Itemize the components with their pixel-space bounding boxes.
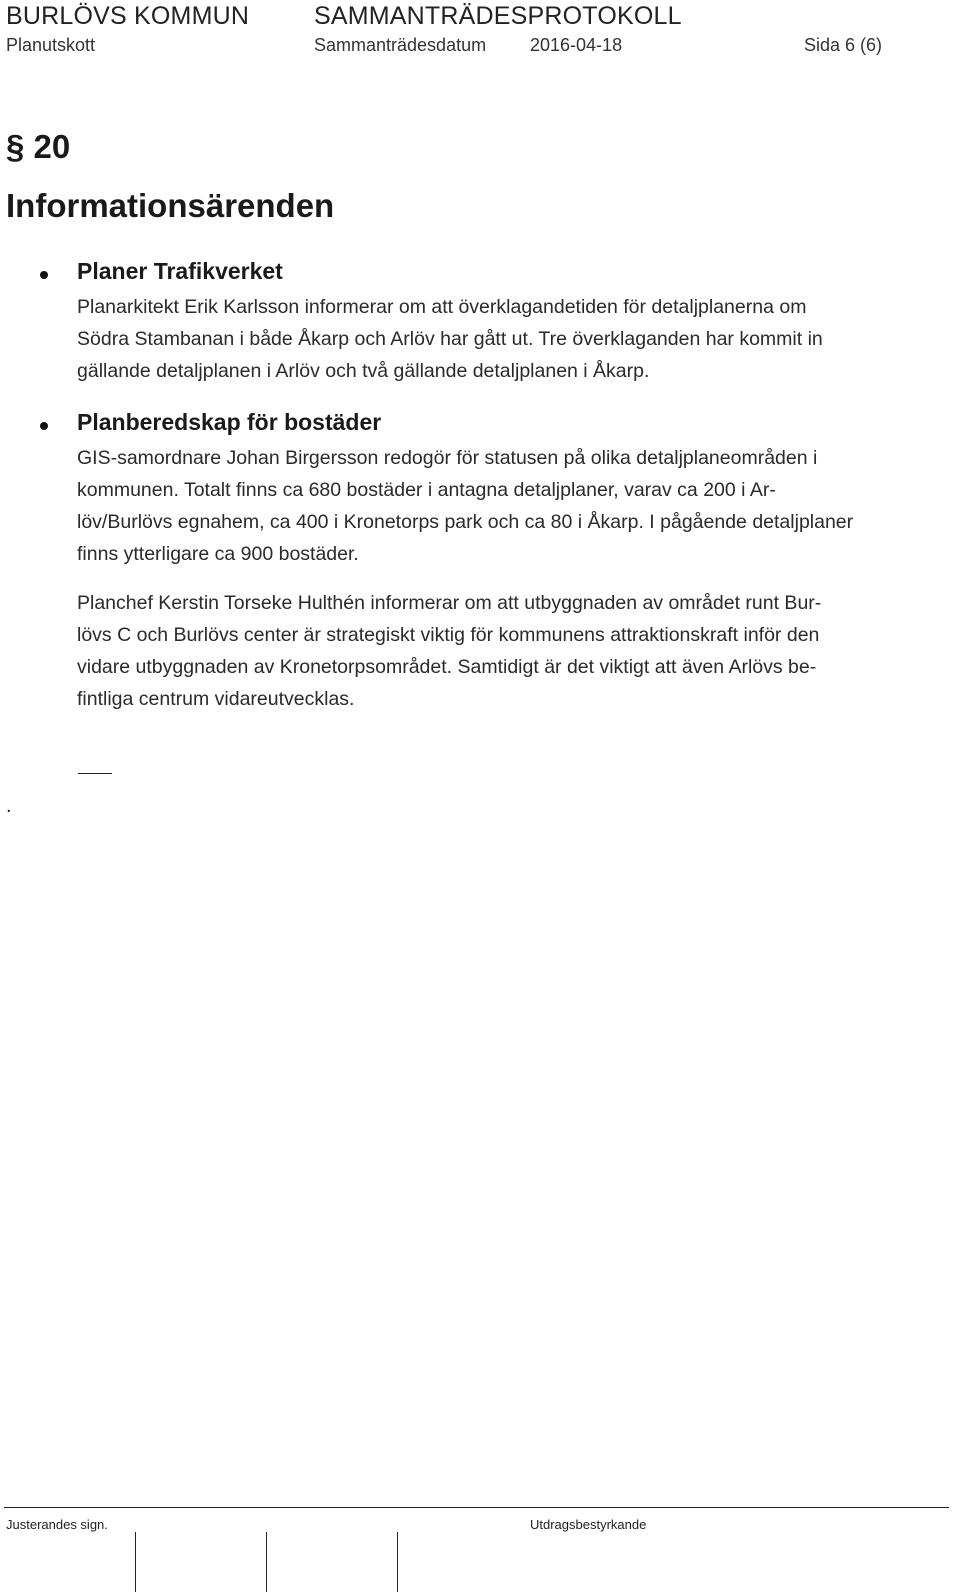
- meeting-date: 2016-04-18: [530, 35, 623, 55]
- signature-box-divider: [135, 1532, 136, 1592]
- item-text-line: gällande detaljplanen i Arlöv och två gällande detaljplanen i Åkarp.: [77, 360, 650, 382]
- stray-dot: .: [6, 795, 12, 817]
- item-heading-planer-trafikverket: Planer Trafikverket: [77, 258, 283, 284]
- document-type: SAMMANTRÄDESPROTOKOLL: [314, 2, 682, 30]
- item-heading-planberedskap: Planberedskap för bostäder: [77, 409, 382, 435]
- item-text-line: Planchef Kerstin Torseke Hulthén informerar om att utbyggnaden av området runt Bur-: [77, 592, 822, 614]
- item-text-line: fintliga centrum vidareutvecklas.: [77, 688, 355, 710]
- page-number: Sida 6 (6): [804, 35, 883, 55]
- section-title: Informationsärenden: [6, 187, 335, 224]
- item-text-line: löv/Burlövs egnahem, ca 400 i Kronetorps park och ca 80 i Åkarp. I pågående detaljplaner: [77, 511, 854, 533]
- item-text-line: lövs C och Burlövs center är strategiskt viktig för kommunens attraktionskraft inför den: [77, 624, 820, 646]
- date-label: Sammanträdesdatum: [314, 35, 487, 55]
- item-text-line: GIS-samordnare Johan Birgersson redogör för statusen på olika detaljplaneområden i: [77, 447, 818, 469]
- bullet-icon: [40, 422, 48, 430]
- item-text-line: kommunen. Totalt finns ca 680 bostäder i antagna detaljplaner, varav ca 200 i Ar-: [77, 479, 776, 501]
- signature-box-divider: [266, 1532, 267, 1592]
- item-text-line: Planarkitekt Erik Karlsson informerar om att överklagandetiden för detaljplanerna om: [77, 296, 807, 318]
- committee-name: Planutskott: [6, 35, 96, 55]
- certification-label: Utdragsbestyrkande: [530, 1517, 647, 1532]
- section-number: § 20: [6, 128, 71, 165]
- bullet-icon: [40, 271, 48, 279]
- footer-rule: [4, 1507, 949, 1508]
- signature-label: Justerandes sign.: [6, 1517, 108, 1532]
- end-rule: [78, 773, 112, 774]
- organization-name: BURLÖVS KOMMUN: [6, 2, 250, 30]
- item-text-line: Södra Stambanan i både Åkarp och Arlöv har gått ut. Tre överklaganden har kommit in: [77, 328, 823, 350]
- item-text-line: finns ytterligare ca 900 bostäder.: [77, 543, 359, 565]
- item-text-line: vidare utbyggnaden av Kronetorpsområdet. Samtidigt är det viktigt att även Arlövs be-: [77, 656, 817, 678]
- signature-box-divider: [397, 1532, 398, 1592]
